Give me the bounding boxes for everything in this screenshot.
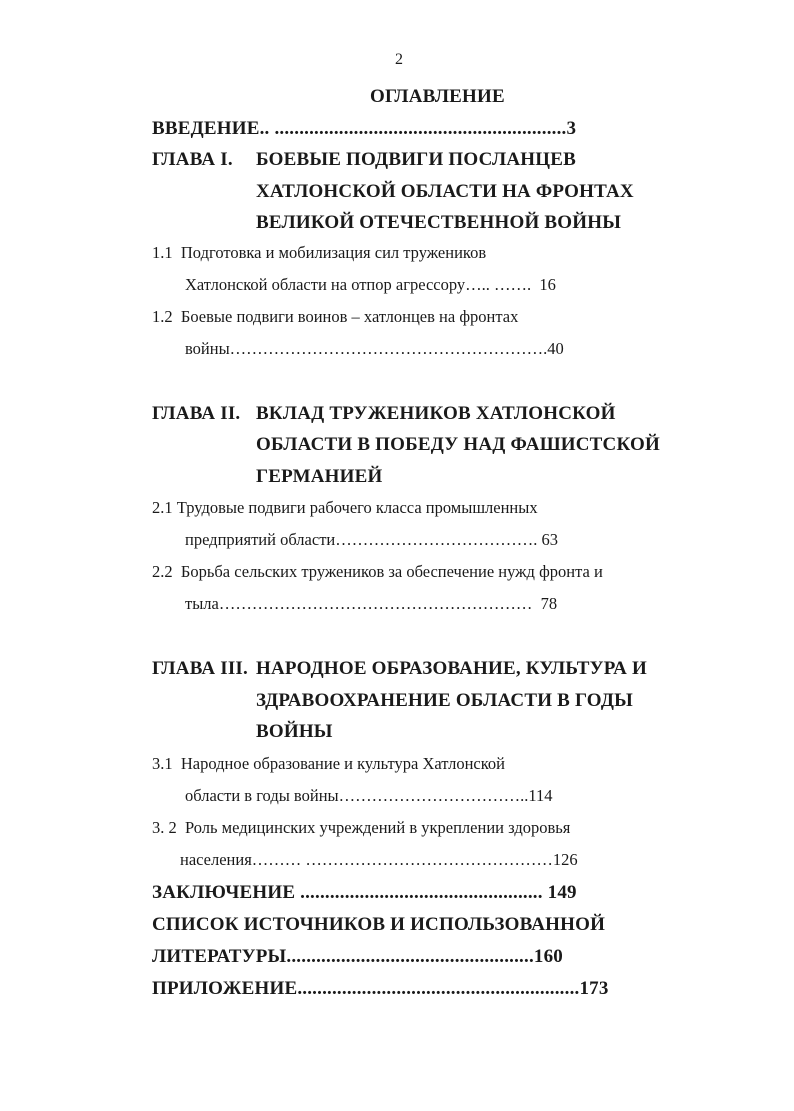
chapter-1-title-line[interactable]: ВЕЛИКОЙ ОТЕЧЕСТВЕННОЙ ВОЙНЫ — [256, 212, 622, 233]
section-2-2-line[interactable]: 2.2 Борьба сельских тружеников за обеспечение нужд фронта и — [152, 562, 603, 581]
chapter-3-label: ГЛАВА III. — [152, 658, 248, 679]
toc-entry-conclusion[interactable]: ЗАКЛЮЧЕНИЕ ................................................. 149 — [152, 882, 577, 903]
section-3-1-line[interactable]: 3.1 Народное образование и культура Хатлонской — [152, 754, 506, 773]
section-3-2-line[interactable]: 3. 2 Роль медицинских учреждений в укреплении здоровья — [152, 818, 571, 837]
chapter-1-title-line[interactable]: БОЕВЫЕ ПОДВИГИ ПОСЛАНЦЕВ — [256, 149, 577, 170]
section-2-1-line[interactable]: 2.1 Трудовые подвиги рабочего класса промышленных — [152, 498, 538, 517]
chapter-2-title-line[interactable]: ГЕРМАНИЕЙ — [256, 466, 383, 487]
toc-entry-appendix[interactable]: ПРИЛОЖЕНИЕ.........................................................173 — [152, 978, 609, 999]
chapter-3-title-line[interactable]: НАРОДНОЕ ОБРАЗОВАНИЕ, КУЛЬТУРА И — [256, 658, 647, 679]
toc-entry-sources-line[interactable]: СПИСОК ИСТОЧНИКОВ И ИСПОЛЬЗОВАННОЙ — [152, 914, 606, 935]
toc-entry-introduction[interactable]: ВВЕДЕНИЕ.. ...........................................................3 — [152, 118, 577, 139]
chapter-2-label: ГЛАВА II. — [152, 403, 241, 424]
section-1-2-line[interactable]: войны………………………………………………….40 — [185, 339, 564, 358]
page-number: 2 — [395, 51, 403, 68]
chapter-1-label: ГЛАВА I. — [152, 149, 233, 170]
section-1-2-line[interactable]: 1.2 Боевые подвиги воинов – хатлонцев на фронтах — [152, 307, 519, 326]
toc-title: ОГЛАВЛЕНИЕ — [370, 86, 505, 107]
section-2-2-line[interactable]: тыла………………………………………………… 78 — [185, 594, 558, 613]
chapter-2-title-line[interactable]: ВКЛАД ТРУЖЕНИКОВ ХАТЛОНСКОЙ — [256, 403, 616, 424]
chapter-3-title-line[interactable]: ЗДРАВООХРАНЕНИЕ ОБЛАСТИ В ГОДЫ — [256, 690, 633, 711]
chapter-1-title-line[interactable]: ХАТЛОНСКОЙ ОБЛАСТИ НА ФРОНТАХ — [256, 181, 634, 202]
section-3-2-line[interactable]: населения……… ………………………………………126 — [180, 850, 578, 869]
chapter-2-title-line[interactable]: ОБЛАСТИ В ПОБЕДУ НАД ФАШИСТСКОЙ — [256, 434, 660, 455]
section-1-1-line[interactable]: 1.1 Подготовка и мобилизация сил тружеников — [152, 243, 487, 262]
section-3-1-line[interactable]: области в годы войны……………………………..114 — [185, 786, 553, 805]
section-1-1-line[interactable]: Хатлонской области на отпор агрессору….. ……. 16 — [185, 275, 556, 294]
chapter-3-title-line[interactable]: ВОЙНЫ — [256, 721, 333, 742]
section-2-1-line[interactable]: предприятий области………………………………. 63 — [185, 530, 558, 549]
toc-entry-sources-line[interactable]: ЛИТЕРАТУРЫ..................................................160 — [152, 946, 563, 967]
